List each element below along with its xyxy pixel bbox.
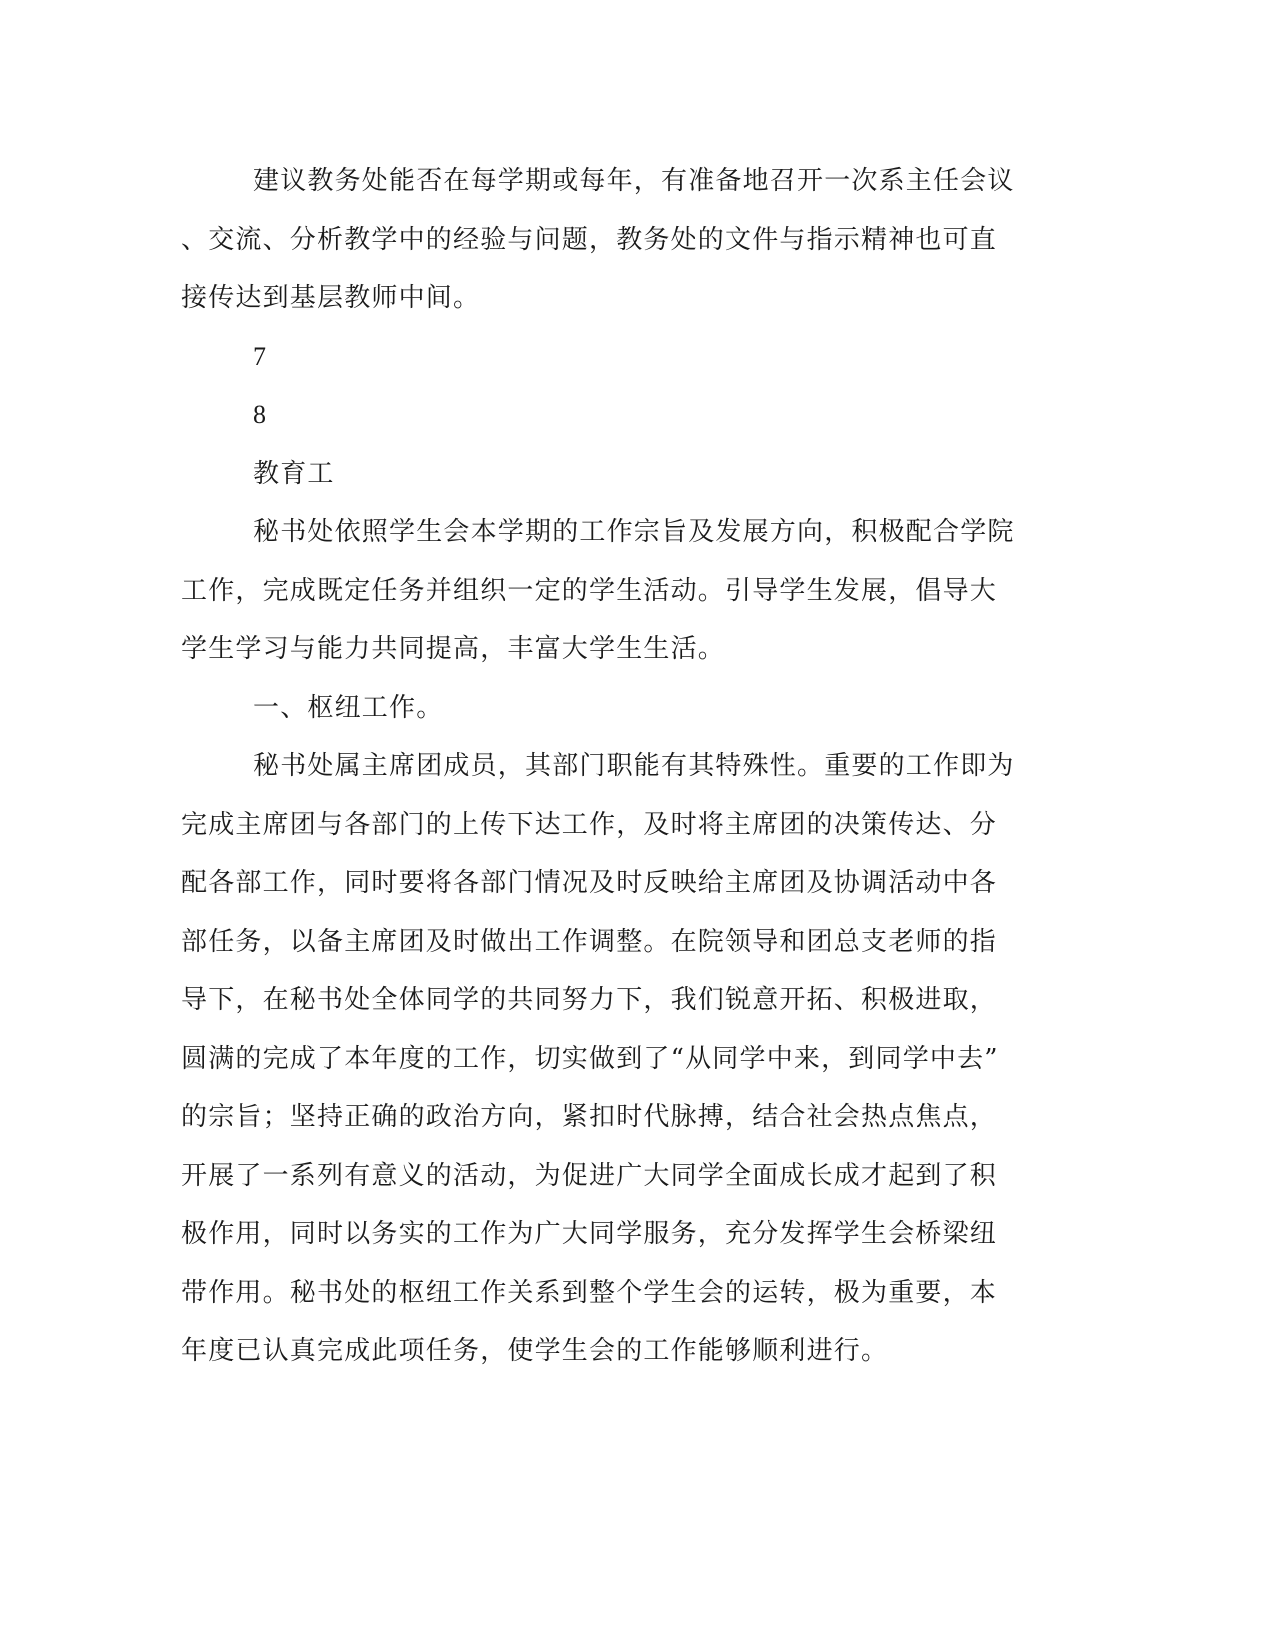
paragraph-line: 秘书处依照学生会本学期的工作宗旨及发展方向，积极配合学院 bbox=[253, 517, 1015, 547]
paragraph-line: 部任务，以备主席团及时做出工作调整。在院领导和团总支老师的指 bbox=[181, 926, 998, 957]
paragraph-line: 完成主席团与各部门的上传下达工作，及时将主席团的决策传达、分 bbox=[181, 809, 998, 840]
paragraph-line: 工作，完成既定任务并组织一定的学生活动。引导学生发展，倡导大 bbox=[181, 575, 998, 606]
paragraph-line: 年度已认真完成此项任务，使学生会的工作能够顺利进行。 bbox=[181, 1336, 889, 1366]
page-number-7: 7 bbox=[253, 341, 268, 371]
paragraph-2 bbox=[181, 503, 1026, 679]
short-heading: 教育工 bbox=[253, 458, 335, 488]
paragraph-line: 接传达到基层教师中间。 bbox=[181, 283, 481, 313]
paragraph-line: 开展了一系列有意义的活动，为促进广大同学全面成长成才起到了积 bbox=[181, 1160, 998, 1191]
paragraph-line: 导下，在秘书处全体同学的共同努力下，我们锐意开拓、积极进取， bbox=[181, 985, 998, 1015]
section-heading: 一、枢纽工作。 bbox=[253, 692, 444, 722]
paragraph-line: 学生学习与能力共同提高，丰富大学生生活。 bbox=[181, 634, 726, 664]
page-number-8: 8 bbox=[253, 400, 268, 429]
document-body bbox=[181, 152, 1026, 1381]
paragraph-1 bbox=[181, 152, 1026, 328]
paragraph-line: 带作用。秘书处的枢纽工作关系到整个学生会的运转，极为重要，本 bbox=[181, 1277, 998, 1308]
paragraph-3 bbox=[181, 737, 1026, 1381]
paragraph-line: 、交流、分析教学中的经验与问题，教务处的文件与指示精神也可直 bbox=[181, 224, 998, 255]
paragraph-line: 秘书处属主席团成员，其部门职能有其特殊性。重要的工作即为 bbox=[253, 751, 1015, 781]
paragraph-line: 极作用，同时以务实的工作为广大同学服务，充分发挥学生会桥梁纽 bbox=[181, 1219, 998, 1249]
paragraph-line: 建议教务处能否在每学期或每年，有准备地召开一次系主任会议 bbox=[253, 166, 1015, 196]
paragraph-line: 配各部工作，同时要将各部门情况及时反映给主席团及协调活动中各 bbox=[181, 868, 998, 898]
paragraph-line: 的宗旨；坚持正确的政治方向，紧扣时代脉搏，结合社会热点焦点， bbox=[181, 1102, 998, 1132]
paragraph-line: 圆满的完成了本年度的工作，切实做到了“从同学中来，到同学中去” bbox=[181, 1043, 999, 1074]
